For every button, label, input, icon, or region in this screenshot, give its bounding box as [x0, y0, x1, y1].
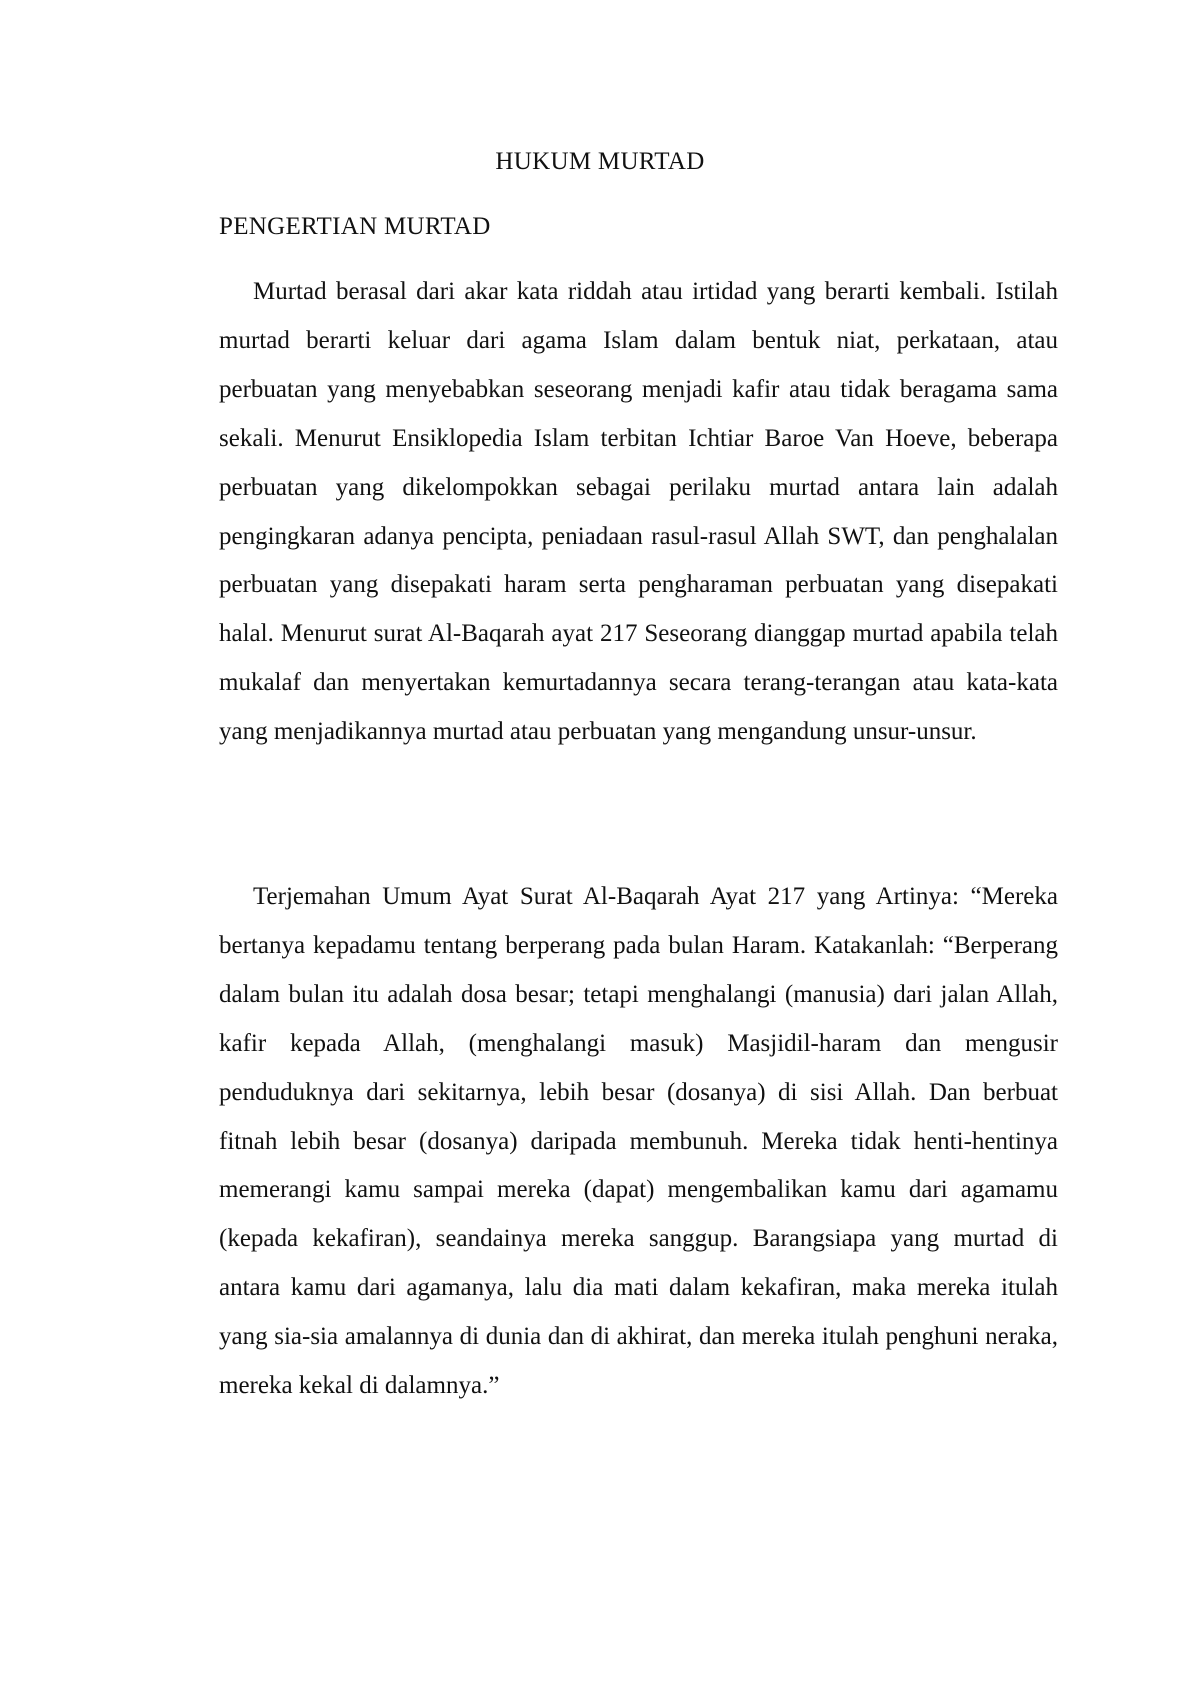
section-heading: PENGERTIAN MURTAD — [219, 213, 491, 240]
paragraph-definition: Murtad berasal dari akar kata riddah atau irtidad yang berarti kembali. Istilah murtad berarti keluar dari agama Islam dalam bentuk niat, perkataan, atau perbuatan yang menyebabkan seseorang menjadi kafir atau tidak beragama sama sekali. Menurut Ensiklopedia Islam terbitan Ichtiar Baroe Van Hoeve, beberapa perbuatan yang dikelompokkan sebagai perilaku murtad antara lain adalah pengingkaran adanya pencipta, peniadaan rasul-rasul Allah SWT, dan penghalalan perbuatan yang disepakati haram serta pengharaman perbuatan yang disepakati halal. Menurut surat Al-Baqarah ayat 217 Seseorang dianggap murtad apabila telah mukalaf dan menyertakan kemurtadannya secara terang-terangan atau kata-kata yang menjadikannya murtad atau perbuatan yang mengandung unsur-unsur. — [219, 278, 1058, 746]
paragraph-translation: Terjemahan Umum Ayat Surat Al-Baqarah Ayat 217 yang Artinya: “Mereka bertanya kepadamu tentang berperang pada bulan Haram. Katakanlah: “Berperang dalam bulan itu adalah dosa besar; tetapi menghalangi (manusia) dari jalan Allah, kafir kepada Allah, (menghalangi masuk) Masjidil-haram dan mengusir penduduknya dari sekitarnya, lebih besar (dosanya) di sisi Allah. Dan berbuat fitnah lebih besar (dosanya) daripada membunuh. Mereka tidak henti-hentinya memerangi kamu sampai mereka (dapat) mengembalikan kamu dari agamamu (kepada kekafiran), seandainya mereka sanggup. Barangsiapa yang murtad di antara kamu dari agamanya, lalu dia mati dalam kekafiran, maka mereka itulah yang sia-sia amalannya di dunia dan di akhirat, dan mereka itulah penghuni neraka, mereka kekal di dalamnya.” — [219, 883, 1058, 1400]
document-title: HUKUM MURTAD — [495, 148, 705, 175]
